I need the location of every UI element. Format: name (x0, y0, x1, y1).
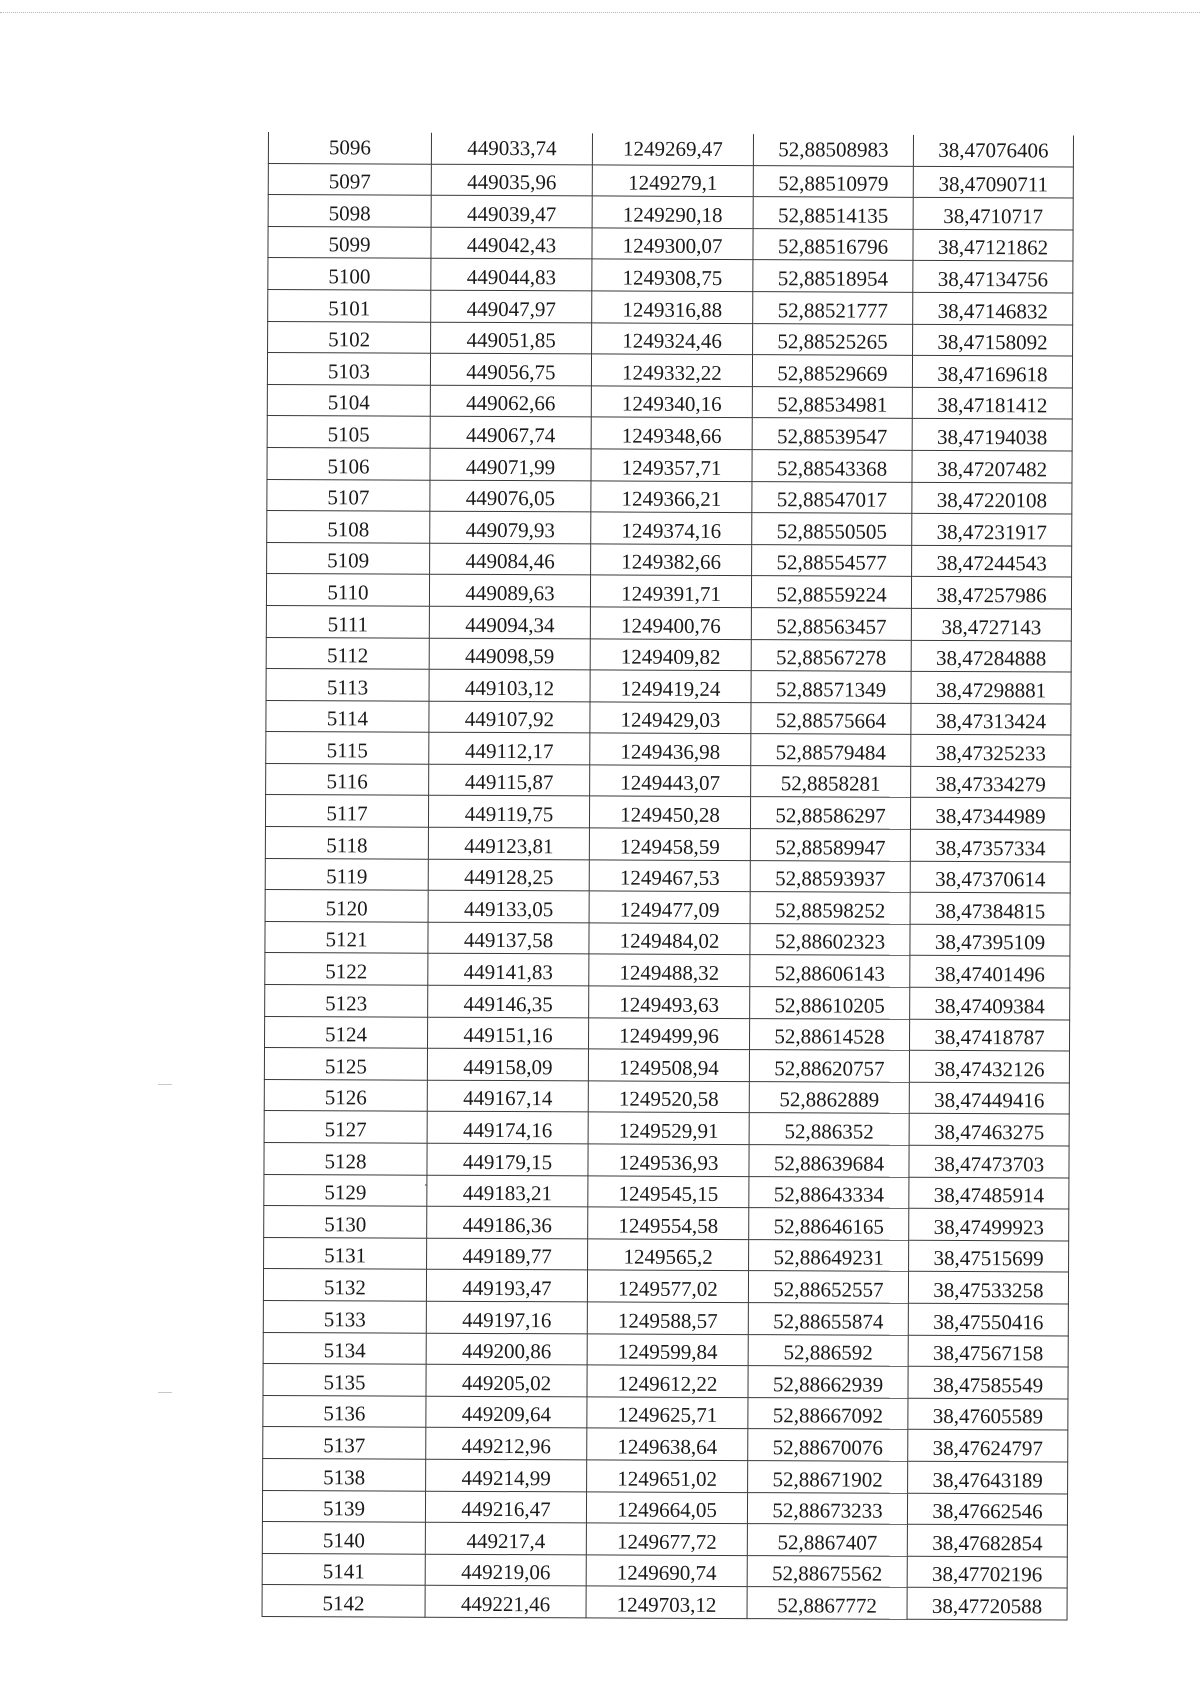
y-coordinate-cell: 1249703,12 (586, 1586, 747, 1618)
table-row (268, 163, 1073, 198)
latitude-cell: 52,88655874 (748, 1303, 908, 1335)
x-coordinate-cell: 449158,09 (427, 1048, 588, 1080)
longitude-cell: 38,4710717 (913, 198, 1073, 230)
point-number-cell: 5113 (266, 669, 429, 701)
y-coordinate-cell: 1249577,02 (587, 1270, 748, 1302)
x-coordinate-cell: 449216,47 (425, 1491, 586, 1523)
latitude-cell: 52,88529669 (752, 355, 912, 387)
longitude-cell: 38,47643189 (908, 1461, 1068, 1493)
x-coordinate-cell: 449089,63 (429, 575, 590, 607)
longitude-cell: 38,47207482 (912, 450, 1072, 482)
point-number-cell: 5122 (265, 953, 428, 985)
table-row (264, 1206, 1069, 1241)
longitude-cell: 38,47624797 (908, 1430, 1068, 1462)
table-row (262, 1490, 1067, 1525)
margin-mark (158, 1084, 172, 1085)
point-number-cell: 5105 (267, 416, 430, 448)
longitude-cell: 38,47325233 (911, 735, 1071, 767)
latitude-cell: 52,88525265 (753, 323, 913, 355)
latitude-cell: 52,88673233 (747, 1492, 907, 1524)
longitude-cell: 38,47158092 (913, 324, 1073, 356)
longitude-cell: 38,47169618 (912, 355, 1072, 387)
y-coordinate-cell: 1249651,02 (587, 1460, 748, 1492)
y-coordinate-cell: 1249499,96 (589, 1018, 750, 1050)
y-coordinate-cell: 1249391,71 (590, 575, 751, 607)
point-number-cell: 5106 (267, 447, 430, 479)
table-row (265, 890, 1070, 925)
latitude-cell: 52,8862889 (749, 1081, 909, 1113)
latitude-cell: 52,88508983 (753, 134, 913, 166)
table-row (263, 1427, 1068, 1462)
coordinate-sheet (262, 132, 1073, 1620)
table-row (263, 1269, 1068, 1304)
longitude-cell: 38,47449416 (909, 1082, 1069, 1114)
longitude-cell: 38,47334279 (911, 766, 1071, 798)
longitude-cell: 38,47409384 (910, 987, 1070, 1019)
point-number-cell: 5111 (266, 605, 429, 637)
table-row (263, 1364, 1068, 1399)
scan-top-edge (0, 12, 1200, 13)
y-coordinate-cell: 1249520,58 (588, 1081, 749, 1113)
y-coordinate-cell: 1249279,1 (592, 165, 753, 197)
longitude-cell: 38,47357334 (910, 829, 1070, 861)
longitude-cell: 38,47220108 (912, 482, 1072, 514)
latitude-cell: 52,88550505 (752, 513, 912, 545)
longitude-cell: 38,47662546 (907, 1493, 1067, 1525)
longitude-cell: 38,47682854 (907, 1524, 1067, 1556)
x-coordinate-cell: 449167,14 (427, 1080, 588, 1112)
table-row (265, 985, 1070, 1020)
table-row (264, 1237, 1069, 1272)
point-number-cell: 5128 (264, 1142, 427, 1174)
table-row (262, 1522, 1067, 1557)
x-coordinate-cell: 449133,05 (428, 890, 589, 922)
y-coordinate-cell: 1249340,16 (591, 386, 752, 418)
x-coordinate-cell: 449119,75 (428, 796, 589, 828)
y-coordinate-cell: 1249316,88 (592, 291, 753, 323)
latitude-cell: 52,88514135 (753, 197, 913, 229)
latitude-cell: 52,88559224 (751, 576, 911, 608)
table-row (268, 258, 1073, 293)
point-number-cell: 5125 (264, 1048, 427, 1080)
x-coordinate-cell: 449197,16 (426, 1301, 587, 1333)
longitude-cell: 38,47401496 (910, 956, 1070, 988)
y-coordinate-cell: 1249588,57 (587, 1302, 748, 1334)
table-row (268, 132, 1073, 167)
point-number-cell: 5137 (263, 1427, 426, 1459)
table-row (264, 1048, 1069, 1083)
latitude-cell: 52,8858281 (751, 765, 911, 797)
latitude-cell: 52,88510979 (753, 165, 913, 197)
x-coordinate-cell: 449123,81 (428, 827, 589, 859)
longitude-cell: 38,47194038 (912, 419, 1072, 451)
coordinates-table (262, 132, 1074, 1620)
table-row (266, 605, 1071, 640)
x-coordinate-cell: 449071,99 (430, 448, 591, 480)
table-row (264, 1111, 1069, 1146)
x-coordinate-cell: 449039,47 (431, 195, 592, 227)
longitude-cell: 38,47284888 (911, 640, 1071, 672)
longitude-cell: 38,47090711 (913, 166, 1073, 198)
table-row (263, 1332, 1068, 1367)
x-coordinate-cell: 449079,93 (430, 511, 591, 543)
table-row (268, 289, 1073, 324)
point-number-cell: 5117 (265, 795, 428, 827)
latitude-cell: 52,88667092 (748, 1397, 908, 1429)
latitude-cell: 52,88646165 (749, 1208, 909, 1240)
table-row (263, 1458, 1068, 1493)
point-number-cell: 5139 (262, 1490, 425, 1522)
point-number-cell: 5109 (267, 542, 430, 574)
table-row (265, 953, 1070, 988)
latitude-cell: 52,88670076 (748, 1429, 908, 1461)
x-coordinate-cell: 449056,75 (430, 353, 591, 385)
point-number-cell: 5097 (268, 163, 431, 195)
y-coordinate-cell: 1249409,82 (590, 638, 751, 670)
table-row (268, 226, 1073, 261)
table-row (265, 795, 1070, 830)
y-coordinate-cell: 1249400,76 (590, 607, 751, 639)
x-coordinate-cell: 449076,05 (430, 480, 591, 512)
table-row (267, 479, 1072, 514)
x-coordinate-cell: 449186,36 (427, 1206, 588, 1238)
y-coordinate-cell: 1249554,58 (588, 1207, 749, 1239)
x-coordinate-cell: 449219,06 (425, 1554, 586, 1586)
point-number-cell: 5136 (263, 1395, 426, 1427)
point-number-cell: 5134 (263, 1332, 426, 1364)
point-number-cell: 5110 (266, 574, 429, 606)
latitude-cell: 52,88614528 (749, 1018, 909, 1050)
latitude-cell: 52,88639684 (749, 1145, 909, 1177)
latitude-cell: 52,88593937 (750, 860, 910, 892)
longitude-cell: 38,47076406 (913, 135, 1073, 167)
x-coordinate-cell: 449103,12 (429, 669, 590, 701)
latitude-cell: 52,88602323 (750, 923, 910, 955)
y-coordinate-cell: 1249677,72 (586, 1523, 747, 1555)
y-coordinate-cell: 1249545,15 (588, 1175, 749, 1207)
longitude-cell: 38,47515699 (909, 1240, 1069, 1272)
point-number-cell: 5096 (268, 132, 431, 164)
table-row (267, 384, 1072, 419)
scan-speck (425, 1184, 427, 1186)
point-number-cell: 5142 (262, 1585, 425, 1617)
x-coordinate-cell: 449189,77 (427, 1238, 588, 1270)
latitude-cell: 52,88543368 (752, 450, 912, 482)
point-number-cell: 5100 (268, 258, 431, 290)
longitude-cell: 38,47384815 (910, 893, 1070, 925)
x-coordinate-cell: 449067,74 (430, 417, 591, 449)
y-coordinate-cell: 1249508,94 (588, 1049, 749, 1081)
x-coordinate-cell: 449193,47 (426, 1270, 587, 1302)
table-row (265, 1016, 1070, 1051)
point-number-cell: 5138 (263, 1458, 426, 1490)
longitude-cell: 38,47244543 (912, 545, 1072, 577)
latitude-cell: 52,88547017 (752, 481, 912, 513)
longitude-cell: 38,47585549 (908, 1366, 1068, 1398)
longitude-cell: 38,47702196 (907, 1556, 1067, 1588)
coordinates-table-body (262, 132, 1073, 1620)
longitude-cell: 38,47134756 (913, 261, 1073, 293)
longitude-cell: 38,47720588 (907, 1588, 1067, 1620)
x-coordinate-cell: 449217,4 (425, 1522, 586, 1554)
y-coordinate-cell: 1249374,16 (591, 512, 752, 544)
latitude-cell: 52,88586297 (750, 797, 910, 829)
latitude-cell: 52,88620757 (749, 1050, 909, 1082)
longitude-cell: 38,47473703 (909, 1145, 1069, 1177)
x-coordinate-cell: 449042,43 (431, 227, 592, 259)
point-number-cell: 5099 (268, 226, 431, 258)
latitude-cell: 52,88610205 (750, 987, 910, 1019)
table-row (262, 1585, 1067, 1620)
point-number-cell: 5112 (266, 637, 429, 669)
x-coordinate-cell: 449137,58 (428, 922, 589, 954)
x-coordinate-cell: 449112,17 (429, 732, 590, 764)
y-coordinate-cell: 1249565,2 (588, 1239, 749, 1271)
y-coordinate-cell: 1249324,46 (592, 322, 753, 354)
latitude-cell: 52,8867772 (747, 1587, 907, 1619)
table-row (267, 416, 1072, 451)
latitude-cell: 52,88518954 (753, 260, 913, 292)
table-row (264, 1079, 1069, 1114)
point-number-cell: 5123 (265, 985, 428, 1017)
longitude-cell: 38,47181412 (912, 387, 1072, 419)
x-coordinate-cell: 449033,74 (431, 133, 592, 165)
latitude-cell: 52,88575664 (751, 702, 911, 734)
latitude-cell: 52,88649231 (749, 1239, 909, 1271)
point-number-cell: 5126 (264, 1079, 427, 1111)
y-coordinate-cell: 1249450,28 (589, 796, 750, 828)
x-coordinate-cell: 449200,86 (426, 1333, 587, 1365)
latitude-cell: 52,88579484 (751, 734, 911, 766)
latitude-cell: 52,88643334 (749, 1176, 909, 1208)
y-coordinate-cell: 1249488,32 (589, 954, 750, 986)
point-number-cell: 5140 (262, 1522, 425, 1554)
x-coordinate-cell: 449221,46 (425, 1586, 586, 1618)
table-row (267, 511, 1072, 546)
longitude-cell: 38,47257986 (911, 577, 1071, 609)
x-coordinate-cell: 449098,59 (429, 638, 590, 670)
point-number-cell: 5108 (267, 511, 430, 543)
latitude-cell: 52,88662939 (748, 1366, 908, 1398)
x-coordinate-cell: 449151,16 (428, 1017, 589, 1049)
longitude-cell: 38,47298881 (911, 671, 1071, 703)
point-number-cell: 5129 (264, 1174, 427, 1206)
latitude-cell: 52,88554577 (752, 544, 912, 576)
x-coordinate-cell: 449035,96 (431, 164, 592, 196)
table-row (263, 1300, 1068, 1335)
y-coordinate-cell: 1249536,93 (588, 1144, 749, 1176)
y-coordinate-cell: 1249612,22 (587, 1365, 748, 1397)
longitude-cell: 38,47605589 (908, 1398, 1068, 1430)
longitude-cell: 38,47121862 (913, 229, 1073, 261)
longitude-cell: 38,47533258 (908, 1272, 1068, 1304)
y-coordinate-cell: 1249529,91 (588, 1112, 749, 1144)
point-number-cell: 5118 (265, 827, 428, 859)
latitude-cell: 52,88567278 (751, 639, 911, 671)
latitude-cell: 52,88606143 (750, 955, 910, 987)
latitude-cell: 52,88598252 (750, 892, 910, 924)
x-coordinate-cell: 449047,97 (431, 290, 592, 322)
table-row (266, 574, 1071, 609)
y-coordinate-cell: 1249290,18 (592, 196, 753, 228)
y-coordinate-cell: 1249638,64 (587, 1428, 748, 1460)
latitude-cell: 52,88563457 (751, 608, 911, 640)
longitude-cell: 38,47146832 (913, 292, 1073, 324)
point-number-cell: 5127 (264, 1111, 427, 1143)
point-number-cell: 5130 (264, 1206, 427, 1238)
margin-mark (158, 1392, 172, 1393)
x-coordinate-cell: 449183,21 (427, 1175, 588, 1207)
point-number-cell: 5121 (265, 921, 428, 953)
y-coordinate-cell: 1249348,66 (591, 417, 752, 449)
latitude-cell: 52,88675562 (747, 1555, 907, 1587)
table-row (266, 732, 1071, 767)
table-row (266, 763, 1071, 798)
table-row (268, 195, 1073, 230)
point-number-cell: 5115 (266, 732, 429, 764)
y-coordinate-cell: 1249458,59 (589, 828, 750, 860)
x-coordinate-cell: 449212,96 (426, 1428, 587, 1460)
table-row (264, 1142, 1069, 1177)
y-coordinate-cell: 1249443,07 (590, 765, 751, 797)
table-row (262, 1553, 1067, 1588)
table-row (267, 353, 1072, 388)
y-coordinate-cell: 1249429,03 (590, 702, 751, 734)
table-row (266, 700, 1071, 735)
latitude-cell: 52,88539547 (752, 418, 912, 450)
longitude-cell: 38,47485914 (909, 1177, 1069, 1209)
y-coordinate-cell: 1249382,66 (591, 544, 752, 576)
point-number-cell: 5120 (265, 890, 428, 922)
table-row (265, 858, 1070, 893)
longitude-cell: 38,47231917 (912, 513, 1072, 545)
point-number-cell: 5141 (262, 1553, 425, 1585)
point-number-cell: 5133 (263, 1300, 426, 1332)
y-coordinate-cell: 1249300,07 (592, 228, 753, 260)
x-coordinate-cell: 449044,83 (431, 259, 592, 291)
x-coordinate-cell: 449179,15 (427, 1143, 588, 1175)
y-coordinate-cell: 1249599,84 (587, 1333, 748, 1365)
latitude-cell: 52,886592 (748, 1334, 908, 1366)
y-coordinate-cell: 1249366,21 (591, 480, 752, 512)
point-number-cell: 5098 (268, 195, 431, 227)
table-row (267, 542, 1072, 577)
x-coordinate-cell: 449174,16 (427, 1112, 588, 1144)
y-coordinate-cell: 1249664,05 (586, 1491, 747, 1523)
point-number-cell: 5103 (267, 353, 430, 385)
latitude-cell: 52,88521777 (753, 292, 913, 324)
x-coordinate-cell: 449141,83 (428, 954, 589, 986)
y-coordinate-cell: 1249690,74 (586, 1555, 747, 1587)
table-row (265, 921, 1070, 956)
longitude-cell: 38,4727143 (911, 608, 1071, 640)
point-number-cell: 5135 (263, 1364, 426, 1396)
table-row (268, 321, 1073, 356)
point-number-cell: 5107 (267, 479, 430, 511)
point-number-cell: 5124 (265, 1016, 428, 1048)
y-coordinate-cell: 1249269,47 (592, 133, 753, 165)
table-row (265, 827, 1070, 862)
longitude-cell: 38,47395109 (910, 924, 1070, 956)
y-coordinate-cell: 1249484,02 (589, 923, 750, 955)
y-coordinate-cell: 1249625,71 (587, 1397, 748, 1429)
y-coordinate-cell: 1249332,22 (591, 354, 752, 386)
y-coordinate-cell: 1249357,71 (591, 449, 752, 481)
point-number-cell: 5131 (264, 1237, 427, 1269)
latitude-cell: 52,88534981 (752, 386, 912, 418)
longitude-cell: 38,47370614 (910, 861, 1070, 893)
longitude-cell: 38,47463275 (909, 1114, 1069, 1146)
x-coordinate-cell: 449107,92 (429, 701, 590, 733)
point-number-cell: 5119 (265, 858, 428, 890)
longitude-cell: 38,47567158 (908, 1335, 1068, 1367)
latitude-cell: 52,8867407 (747, 1524, 907, 1556)
y-coordinate-cell: 1249477,09 (589, 891, 750, 923)
table-row (266, 669, 1071, 704)
point-number-cell: 5116 (266, 763, 429, 795)
x-coordinate-cell: 449209,64 (426, 1396, 587, 1428)
point-number-cell: 5101 (268, 289, 431, 321)
latitude-cell: 52,88671902 (748, 1461, 908, 1493)
table-row (266, 637, 1071, 672)
latitude-cell: 52,886352 (749, 1113, 909, 1145)
y-coordinate-cell: 1249308,75 (592, 259, 753, 291)
table-row (263, 1395, 1068, 1430)
latitude-cell: 52,88516796 (753, 228, 913, 260)
x-coordinate-cell: 449214,99 (426, 1459, 587, 1491)
y-coordinate-cell: 1249493,63 (589, 986, 750, 1018)
y-coordinate-cell: 1249419,24 (590, 670, 751, 702)
point-number-cell: 5102 (268, 321, 431, 353)
table-row (267, 447, 1072, 482)
longitude-cell: 38,47499923 (909, 1208, 1069, 1240)
x-coordinate-cell: 449146,35 (428, 985, 589, 1017)
longitude-cell: 38,47550416 (908, 1303, 1068, 1335)
x-coordinate-cell: 449094,34 (429, 606, 590, 638)
table-row (264, 1174, 1069, 1209)
y-coordinate-cell: 1249467,53 (589, 860, 750, 892)
longitude-cell: 38,47313424 (911, 703, 1071, 735)
longitude-cell: 38,47418787 (909, 1019, 1069, 1051)
point-number-cell: 5104 (267, 384, 430, 416)
point-number-cell: 5114 (266, 700, 429, 732)
latitude-cell: 52,88589947 (750, 829, 910, 861)
x-coordinate-cell: 449062,66 (430, 385, 591, 417)
x-coordinate-cell: 449084,46 (430, 543, 591, 575)
latitude-cell: 52,88571349 (751, 671, 911, 703)
x-coordinate-cell: 449051,85 (431, 322, 592, 354)
longitude-cell: 38,47344989 (910, 798, 1070, 830)
x-coordinate-cell: 449128,25 (428, 859, 589, 891)
longitude-cell: 38,47432126 (909, 1051, 1069, 1083)
x-coordinate-cell: 449205,02 (426, 1364, 587, 1396)
x-coordinate-cell: 449115,87 (429, 764, 590, 796)
point-number-cell: 5132 (263, 1269, 426, 1301)
latitude-cell: 52,88652557 (748, 1271, 908, 1303)
y-coordinate-cell: 1249436,98 (590, 733, 751, 765)
